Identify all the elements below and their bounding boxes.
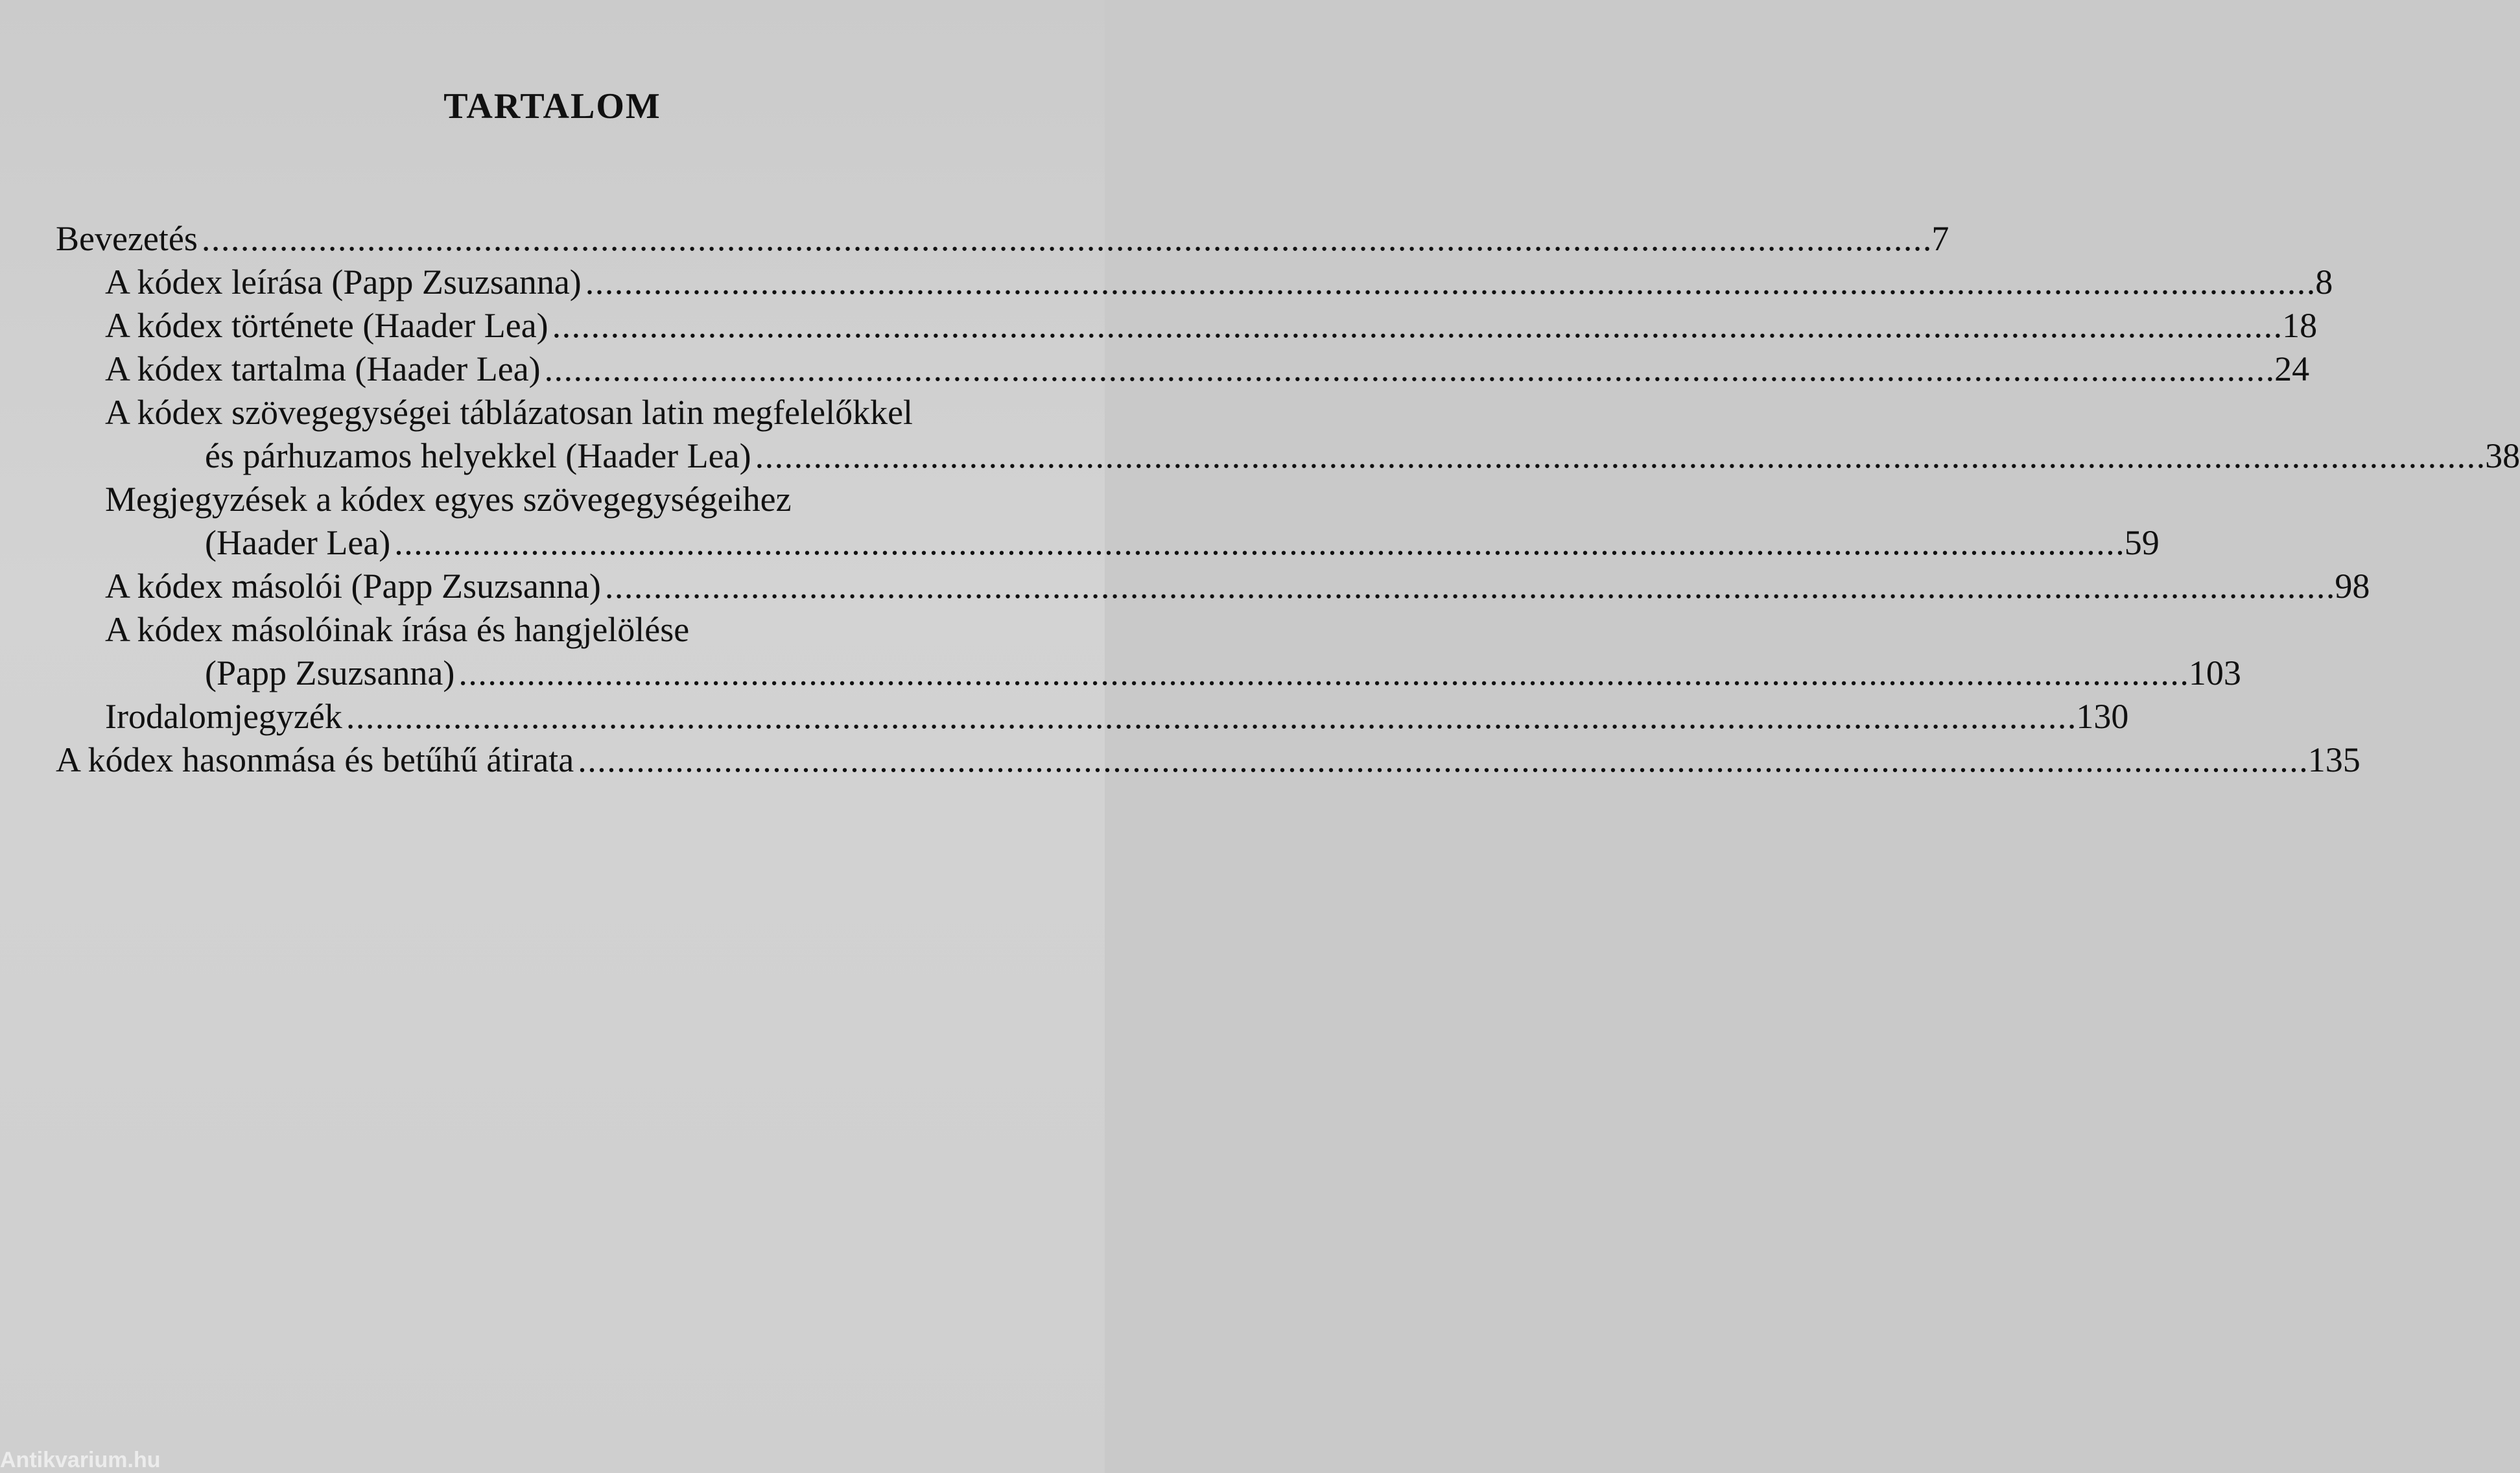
toc-entry-megjegyzesek <box>56 478 2160 565</box>
toc-entry-irasa <box>56 608 2241 695</box>
toc-page-number: 130 <box>2076 697 2129 736</box>
toc-entry-tortenete <box>56 304 2318 348</box>
toc-entry-tartalma <box>56 348 2310 391</box>
toc-entry-leiras <box>56 261 2333 304</box>
toc-entry-label-line1: A kódex szövegegységei táblázatosan latin megfelelőkkel <box>105 393 913 432</box>
toc-entry-label: Irodalomjegyzék <box>105 697 342 736</box>
toc-entry-label: A kódex másolói (Papp Zsuzsanna) <box>105 567 601 606</box>
toc-page-number: 7 <box>1931 219 1949 258</box>
toc-entry-label-line2: (Haader Lea) <box>205 523 391 562</box>
dot-leader <box>202 217 1928 261</box>
toc-page-number: 98 <box>2335 567 2370 606</box>
toc-page-number: 59 <box>2124 523 2160 562</box>
toc-entry-szovegegysegei <box>56 391 2520 478</box>
toc-page-number: 135 <box>2307 740 2361 779</box>
table-of-contents <box>56 217 2520 782</box>
toc-entry-label-line2: (Papp Zsuzsanna) <box>205 654 455 692</box>
toc-entry-label: A kódex hasonmása és betűhű átirata <box>56 740 574 779</box>
dot-leader <box>346 695 2073 738</box>
toc-page-number: 18 <box>2282 306 2318 345</box>
watermark: Antikvarium.hu <box>0 1448 161 1472</box>
toc-entry-label-line2: és párhuzamos helyekkel (Haader Lea) <box>205 436 751 475</box>
dot-leader <box>394 521 2121 565</box>
toc-entry-label-line1: A kódex másolóinak írása és hangjelölése <box>105 610 690 649</box>
dot-leader <box>578 738 2304 782</box>
toc-entry-irodalomjegyzek <box>56 695 2129 738</box>
toc-entry-bevezetes <box>56 217 1949 261</box>
toc-entry-label: Bevezetés <box>56 219 198 258</box>
dot-leader <box>545 348 2271 391</box>
toc-entry-label: A kódex leírása (Papp Zsuzsanna) <box>105 263 582 301</box>
toc-page-number: 103 <box>2188 654 2241 692</box>
dot-leader <box>552 304 2279 348</box>
toc-entry-label: A kódex története (Haader Lea) <box>105 306 548 345</box>
toc-entry-masoloi <box>56 565 2370 608</box>
dot-leader <box>755 434 2482 478</box>
toc-entry-label: A kódex tartalma (Haader Lea) <box>105 349 541 388</box>
toc-page-number: 38 <box>2485 436 2520 475</box>
page-title: TARTALOM <box>443 86 661 126</box>
toc-entry-hasonmasa <box>56 738 2361 782</box>
dot-leader <box>585 261 2312 304</box>
dot-leader <box>458 652 2185 695</box>
toc-page-number: 24 <box>2274 349 2310 388</box>
toc-page-number: 8 <box>2315 263 2333 301</box>
toc-entry-label-line1: Megjegyzések a kódex egyes szövegegységeihez <box>105 480 792 519</box>
dot-leader <box>605 565 2331 608</box>
